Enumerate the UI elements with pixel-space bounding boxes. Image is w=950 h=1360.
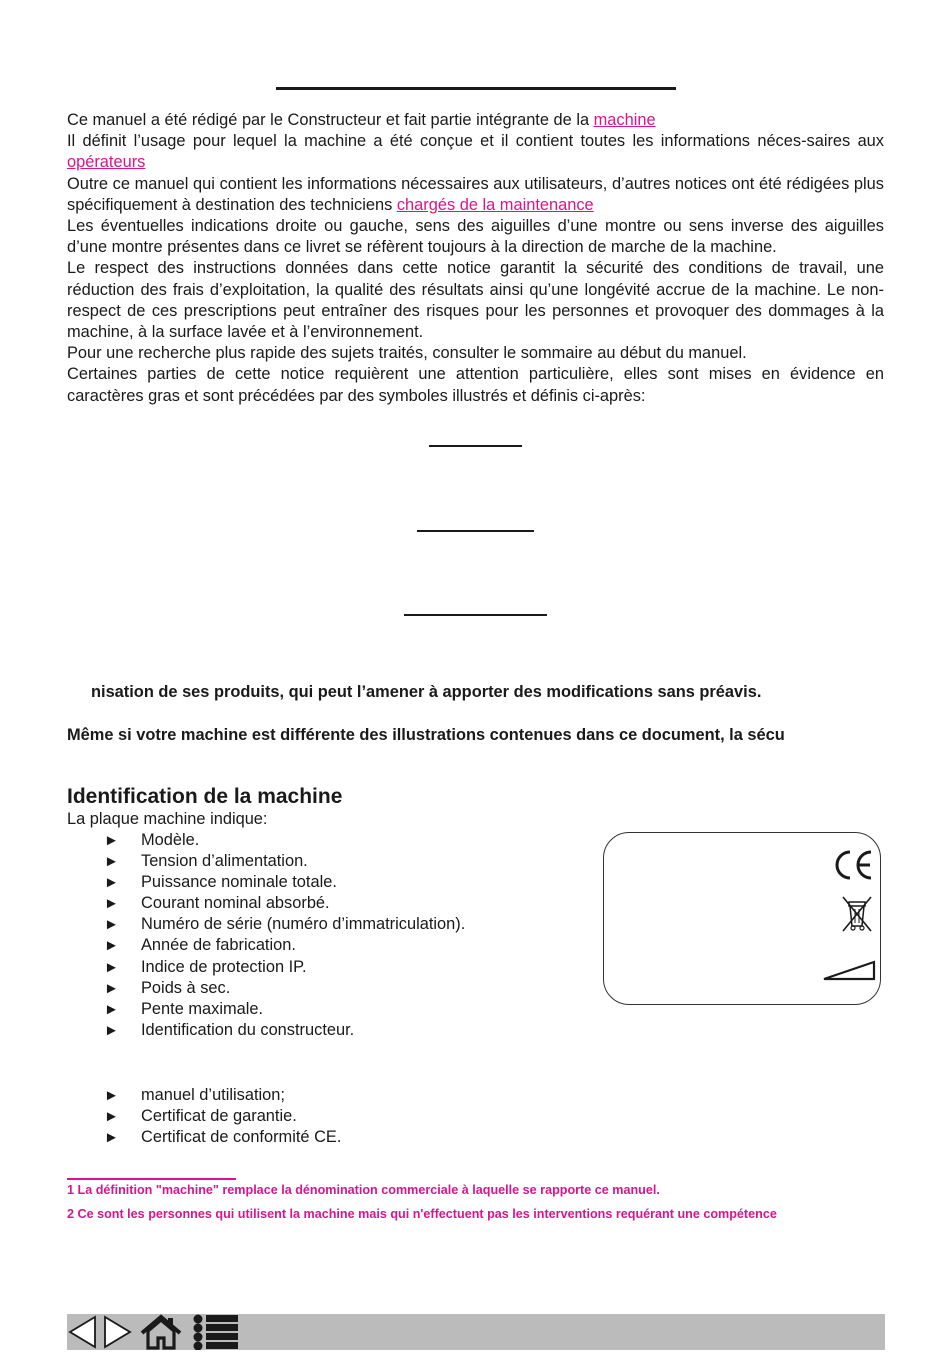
section-title-identification: Identification de la machine xyxy=(67,785,343,808)
bullet-icon: ► xyxy=(104,979,119,997)
max-slope-icon xyxy=(822,959,876,981)
plate-info-list xyxy=(104,830,465,1041)
footer-nav-bar xyxy=(67,1314,885,1350)
notice-differences: Même si votre machine est différente des illustrations contenues dans ce document, la sécu xyxy=(67,726,785,744)
intro-line-3: Outre ce manuel qui contient les informations nécessaires aux utilisateurs, d’autres notices ont été rédigées plus spécifiquement à destination des techniciens chargés de la maintenance xyxy=(67,174,884,214)
list-item: ► Puissance nominale totale. xyxy=(104,872,465,893)
list-item: ► Courant nominal absorbé. xyxy=(104,893,465,914)
table-of-contents-icon xyxy=(192,1314,240,1350)
machine-footnote-link[interactable]: machine xyxy=(593,111,656,129)
symbol-rule-1 xyxy=(429,445,522,447)
maintenance-footnote-link[interactable]: chargés de la maintenance xyxy=(396,195,594,214)
bullet-icon: ► xyxy=(104,853,119,871)
list-item: ► Certificat de garantie. xyxy=(104,1106,341,1127)
footnote-1: 1 La définition "machine" remplace la dénomination commerciale à laquelle se rapporte ce manuel. xyxy=(67,1183,660,1197)
bullet-icon: ► xyxy=(104,937,119,955)
home-button[interactable] xyxy=(140,1314,182,1350)
bullet-icon: ► xyxy=(104,1129,119,1147)
bullet-icon: ► xyxy=(104,1108,119,1126)
notice-modifications: nisation de ses produits, qui peut l’amener à apporter des modifications sans préavis. xyxy=(91,683,762,701)
list-item: ► Pente maximale. xyxy=(104,999,465,1020)
identification-intro: La plaque machine indique: xyxy=(67,810,268,828)
intro-line-2: Il définit l’usage pour lequel la machine a été conçue et il contient toutes les informations néces-saires aux opérateurs xyxy=(67,132,884,172)
intro-para-symbols: Certaines parties de cette notice requièrent une attention particulière, elles sont mises en évidence en caractères gras et sont précédées par des symboles illustrés et définis ci-après: xyxy=(67,365,884,405)
operators-footnote-link[interactable]: opérateurs xyxy=(67,153,146,172)
ce-mark-icon xyxy=(834,849,874,881)
next-page-icon xyxy=(102,1314,134,1350)
list-item: ► Année de fabrication. xyxy=(104,935,465,956)
list-item: ► Modèle. xyxy=(104,830,465,851)
machine-plate-illustration xyxy=(603,832,881,1005)
bullet-icon: ► xyxy=(104,958,119,976)
symbol-rule-2 xyxy=(417,530,534,532)
bullet-icon: ► xyxy=(104,1021,119,1039)
bullet-icon: ► xyxy=(104,916,119,934)
intro-text xyxy=(67,110,884,407)
list-item: ► Identification du constructeur. xyxy=(104,1020,465,1041)
list-item: ► Certificat de conformité CE. xyxy=(104,1127,341,1148)
bullet-icon: ► xyxy=(104,1087,119,1104)
footnote-2: 2 Ce sont les personnes qui utilisent la machine mais qui n'effectuent pas les interventions requérant une compétence xyxy=(67,1207,777,1221)
intro-line-1: Ce manuel a été rédigé par le Constructeur et fait partie intégrante de la machine xyxy=(67,111,656,129)
bullet-icon: ► xyxy=(104,874,119,892)
bullet-icon: ► xyxy=(104,1000,119,1018)
crossed-bin-icon xyxy=(840,895,874,933)
prev-page-button[interactable] xyxy=(67,1314,99,1350)
bullet-icon: ► xyxy=(104,832,119,849)
documents-list xyxy=(104,1085,341,1148)
symbol-rule-3 xyxy=(404,614,547,616)
intro-para-direction: Les éventuelles indications droite ou gauche, sens des aiguilles d’une montre ou sens inverse des aiguilles d’une montre présentes dans ce livret se réfèrent toujours à la direction de marche de la machine. xyxy=(67,217,884,257)
intro-para-search: Pour une recherche plus rapide des sujets traités, consulter le sommaire au début du manuel. xyxy=(67,344,747,363)
list-item: ► Indice de protection IP. xyxy=(104,957,465,978)
prev-page-icon xyxy=(67,1314,99,1350)
list-item: ► Poids à sec. xyxy=(104,978,465,999)
list-item: ► Tension d’alimentation. xyxy=(104,851,465,872)
footnote-rule xyxy=(67,1178,236,1180)
table-of-contents-button[interactable] xyxy=(192,1314,240,1350)
next-page-button[interactable] xyxy=(102,1314,134,1350)
list-item: ► manuel d’utilisation; xyxy=(104,1085,341,1106)
home-icon xyxy=(140,1314,182,1350)
intro-para-safety: Le respect des instructions données dans cette notice garantit la sécurité des conditions de travail, une réduction des frais d’exploitation, la qualité des résultats ainsi qu’une longévité accrue de la machine. Le non-respect de ces prescriptions peut entraîner des risques pour les personnes et provoquer des dommages à la machine, à la surface lavée et à l’environnement. xyxy=(67,259,884,342)
bullet-icon: ► xyxy=(104,895,119,913)
title-rule xyxy=(276,87,676,90)
list-item: ► Numéro de série (numéro d’immatriculation). xyxy=(104,914,465,935)
